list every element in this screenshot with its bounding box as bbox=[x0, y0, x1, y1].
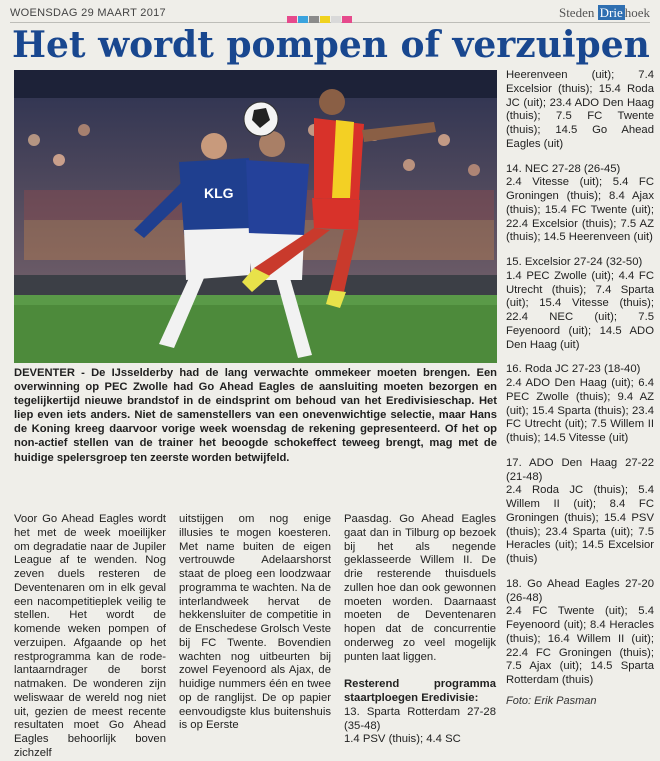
team-block bbox=[506, 363, 654, 446]
swatch bbox=[309, 16, 319, 23]
swatch bbox=[298, 16, 308, 23]
team-block bbox=[506, 578, 654, 688]
football-match-illustration bbox=[14, 70, 497, 363]
team-block bbox=[506, 457, 654, 567]
team-title: 17. ADO Den Haag 27-22 (21-48) bbox=[506, 456, 654, 483]
body-paragraph: Paasdag. Go Ahead Eagles gaat dan in Tilburg op bezoek bij het als negende geklasseerde Willem II. De drie resterende thuisduels zullen hoe dan ook gewonnen moeten worden. Daarnaast moeten de Deventenaren hopen dat de concurrentie onderweg zo veel mogelijk punten laat liggen. bbox=[344, 513, 496, 663]
football bbox=[244, 102, 278, 136]
team-title: 13. Sparta Rotterdam 27-28 (35-48) bbox=[344, 705, 496, 732]
swatch bbox=[320, 16, 330, 23]
logo-part: Steden bbox=[558, 5, 595, 20]
body-column-1 bbox=[14, 513, 166, 761]
team-block bbox=[506, 256, 654, 352]
article-headline: Het wordt pompen of verzuipen bbox=[12, 24, 650, 66]
team-schedule: 1.4 PEC Zwolle (uit); 4.4 FC Utrecht (thuis); 7.4 Sparta (uit); 15.4 Vitesse (thuis); 22.4 NEC (uit); 7.5 Feyenoord (uit); 14.5 ADO Den Haag (uit) bbox=[506, 269, 654, 351]
team-block bbox=[506, 163, 654, 246]
team-schedule: 1.4 PSV (thuis); 4.4 SC bbox=[344, 733, 461, 746]
logo-part-highlight: Drie bbox=[599, 5, 623, 20]
logo-part: hoek bbox=[624, 5, 650, 20]
body-paragraph: Voor Go Ahead Eagles wordt het met de week moeilijker om degradatie naar de Jupiler League af te wenden. Nog zeven duels resteren de Deventenaren om in elk geval een nacompetitieplek veilig te stellen. Het wordt de komende weken pompen of verzuipen. Afgaande op het restprogramma kan de rode-lantaarndrager de borst natmaken. De wonderen zijn weliswaar de wereld nog niet uit, gezien de meest recente resultaten moet Go Ahead Eagles behoorlijk boven zichzelf bbox=[14, 513, 166, 759]
team-schedule: Heerenveen (uit); 7.4 Excelsior (thuis); 15.4 Roda JC (uit); 23.4 ADO Den Haag (thuis); 7.5 FC Twente (thuis); 14.5 Go Ahead Eagles (uit) bbox=[506, 69, 654, 150]
issue-date: WOENSDAG 29 MAART 2017 bbox=[10, 7, 166, 19]
team-title: 16. Roda JC 27-23 (18-40) bbox=[506, 363, 641, 376]
article-photo bbox=[14, 70, 497, 363]
body-paragraph: uitstijgen om nog enige illusies te mogen koesteren. Met name buiten de eigen vertrouwde Adelaarshorst staat de ploeg een loodzwaar programma te wachten. Na de interlandweek hervat de hekkensluiter de competitie in de Enschedese Grolsch Veste bij FC Twente. Bovendien wachten nog uitbeurten bij zowel Feyenoord als Ajax, de huidige nummers één en twee op de ranglijst. De op papier eenvoudigste klus buitenshuis is op Eerste bbox=[179, 513, 331, 732]
shirt-sponsor: KLG bbox=[204, 185, 234, 201]
team-title: 15. Excelsior 27-24 (32-50) bbox=[506, 256, 643, 268]
photo-credit: Foto: Erik Pasman bbox=[506, 695, 597, 707]
article-body bbox=[14, 513, 497, 759]
team-schedule: 2.4 ADO Den Haag (uit); 6.4 PEC Zwolle (thuis); 9.4 AZ (uit); 15.4 Sparta (thuis); 23.4 FC Utrecht (uit); 7.5 Willem II (thuis); 14.5 Vitesse (uit) bbox=[506, 377, 654, 444]
team-title: 18. Go Ahead Eagles 27-20 (26-48) bbox=[506, 577, 654, 604]
body-column-2 bbox=[179, 513, 331, 733]
team-title: 14. NEC 27-28 (26-45) bbox=[506, 162, 621, 175]
team-schedule: 2.4 Roda JC (thuis); 5.4 Willem II (uit); 8.4 FC Groningen (thuis); 15.4 PSV (thuis); 23.4 Sparta (uit); 7.5 Heracles (uit); 14.5 Excelsior (thuis) bbox=[506, 484, 654, 565]
schedule-heading: Resterend programma staartploegen Eredivisie: bbox=[344, 678, 496, 704]
swatch bbox=[342, 16, 352, 23]
swatch bbox=[287, 16, 297, 23]
article-lead: DEVENTER - De IJsselderby had de lang verwachte ommekeer moeten brengen. Een overwinning op PEC Zwolle had Go Ahead Eagles de aansluiting moeten bezorgen en tegelijkertijd nieuwe brandstof in de eindsprint om behoud van het Eredivisieschap. Het liep even iets anders. Niet de samenstellers van een onevenwichtige selectie, maar Hans de Koning kreeg daarvoor vorige week woensdag de rekening gepresenteerd. Of het op non-actief stellen van de trainer het beoogde schokeffect teweeg brengt, mag met de huidige spelersgroep ten zeerste worden betwijfeld. bbox=[14, 367, 497, 464]
swatch bbox=[331, 16, 341, 23]
color-swatches bbox=[287, 10, 353, 17]
newspaper-logo bbox=[559, 5, 650, 21]
page-header bbox=[10, 6, 650, 23]
body-column-3 bbox=[344, 513, 496, 747]
team-schedule: 2.4 FC Twente (uit); 5.4 Feyenoord (uit); 8.4 Heracles (thuis); 16.4 Willem II (uit); 22.4 FC Groningen (thuis); 7.5 Ajax (uit); 14.5 Sparta Rotterdam (thuis) bbox=[506, 605, 654, 686]
team-schedule: 2.4 Vitesse (uit); 5.4 FC Groningen (thuis); 8.4 Ajax (thuis); 15.4 FC Twente (uit); 22.4 Excelsior (thuis); 7.5 AZ (thuis); 14.5 Heerenveen (uit) bbox=[506, 176, 654, 244]
schedule-column bbox=[506, 69, 654, 688]
